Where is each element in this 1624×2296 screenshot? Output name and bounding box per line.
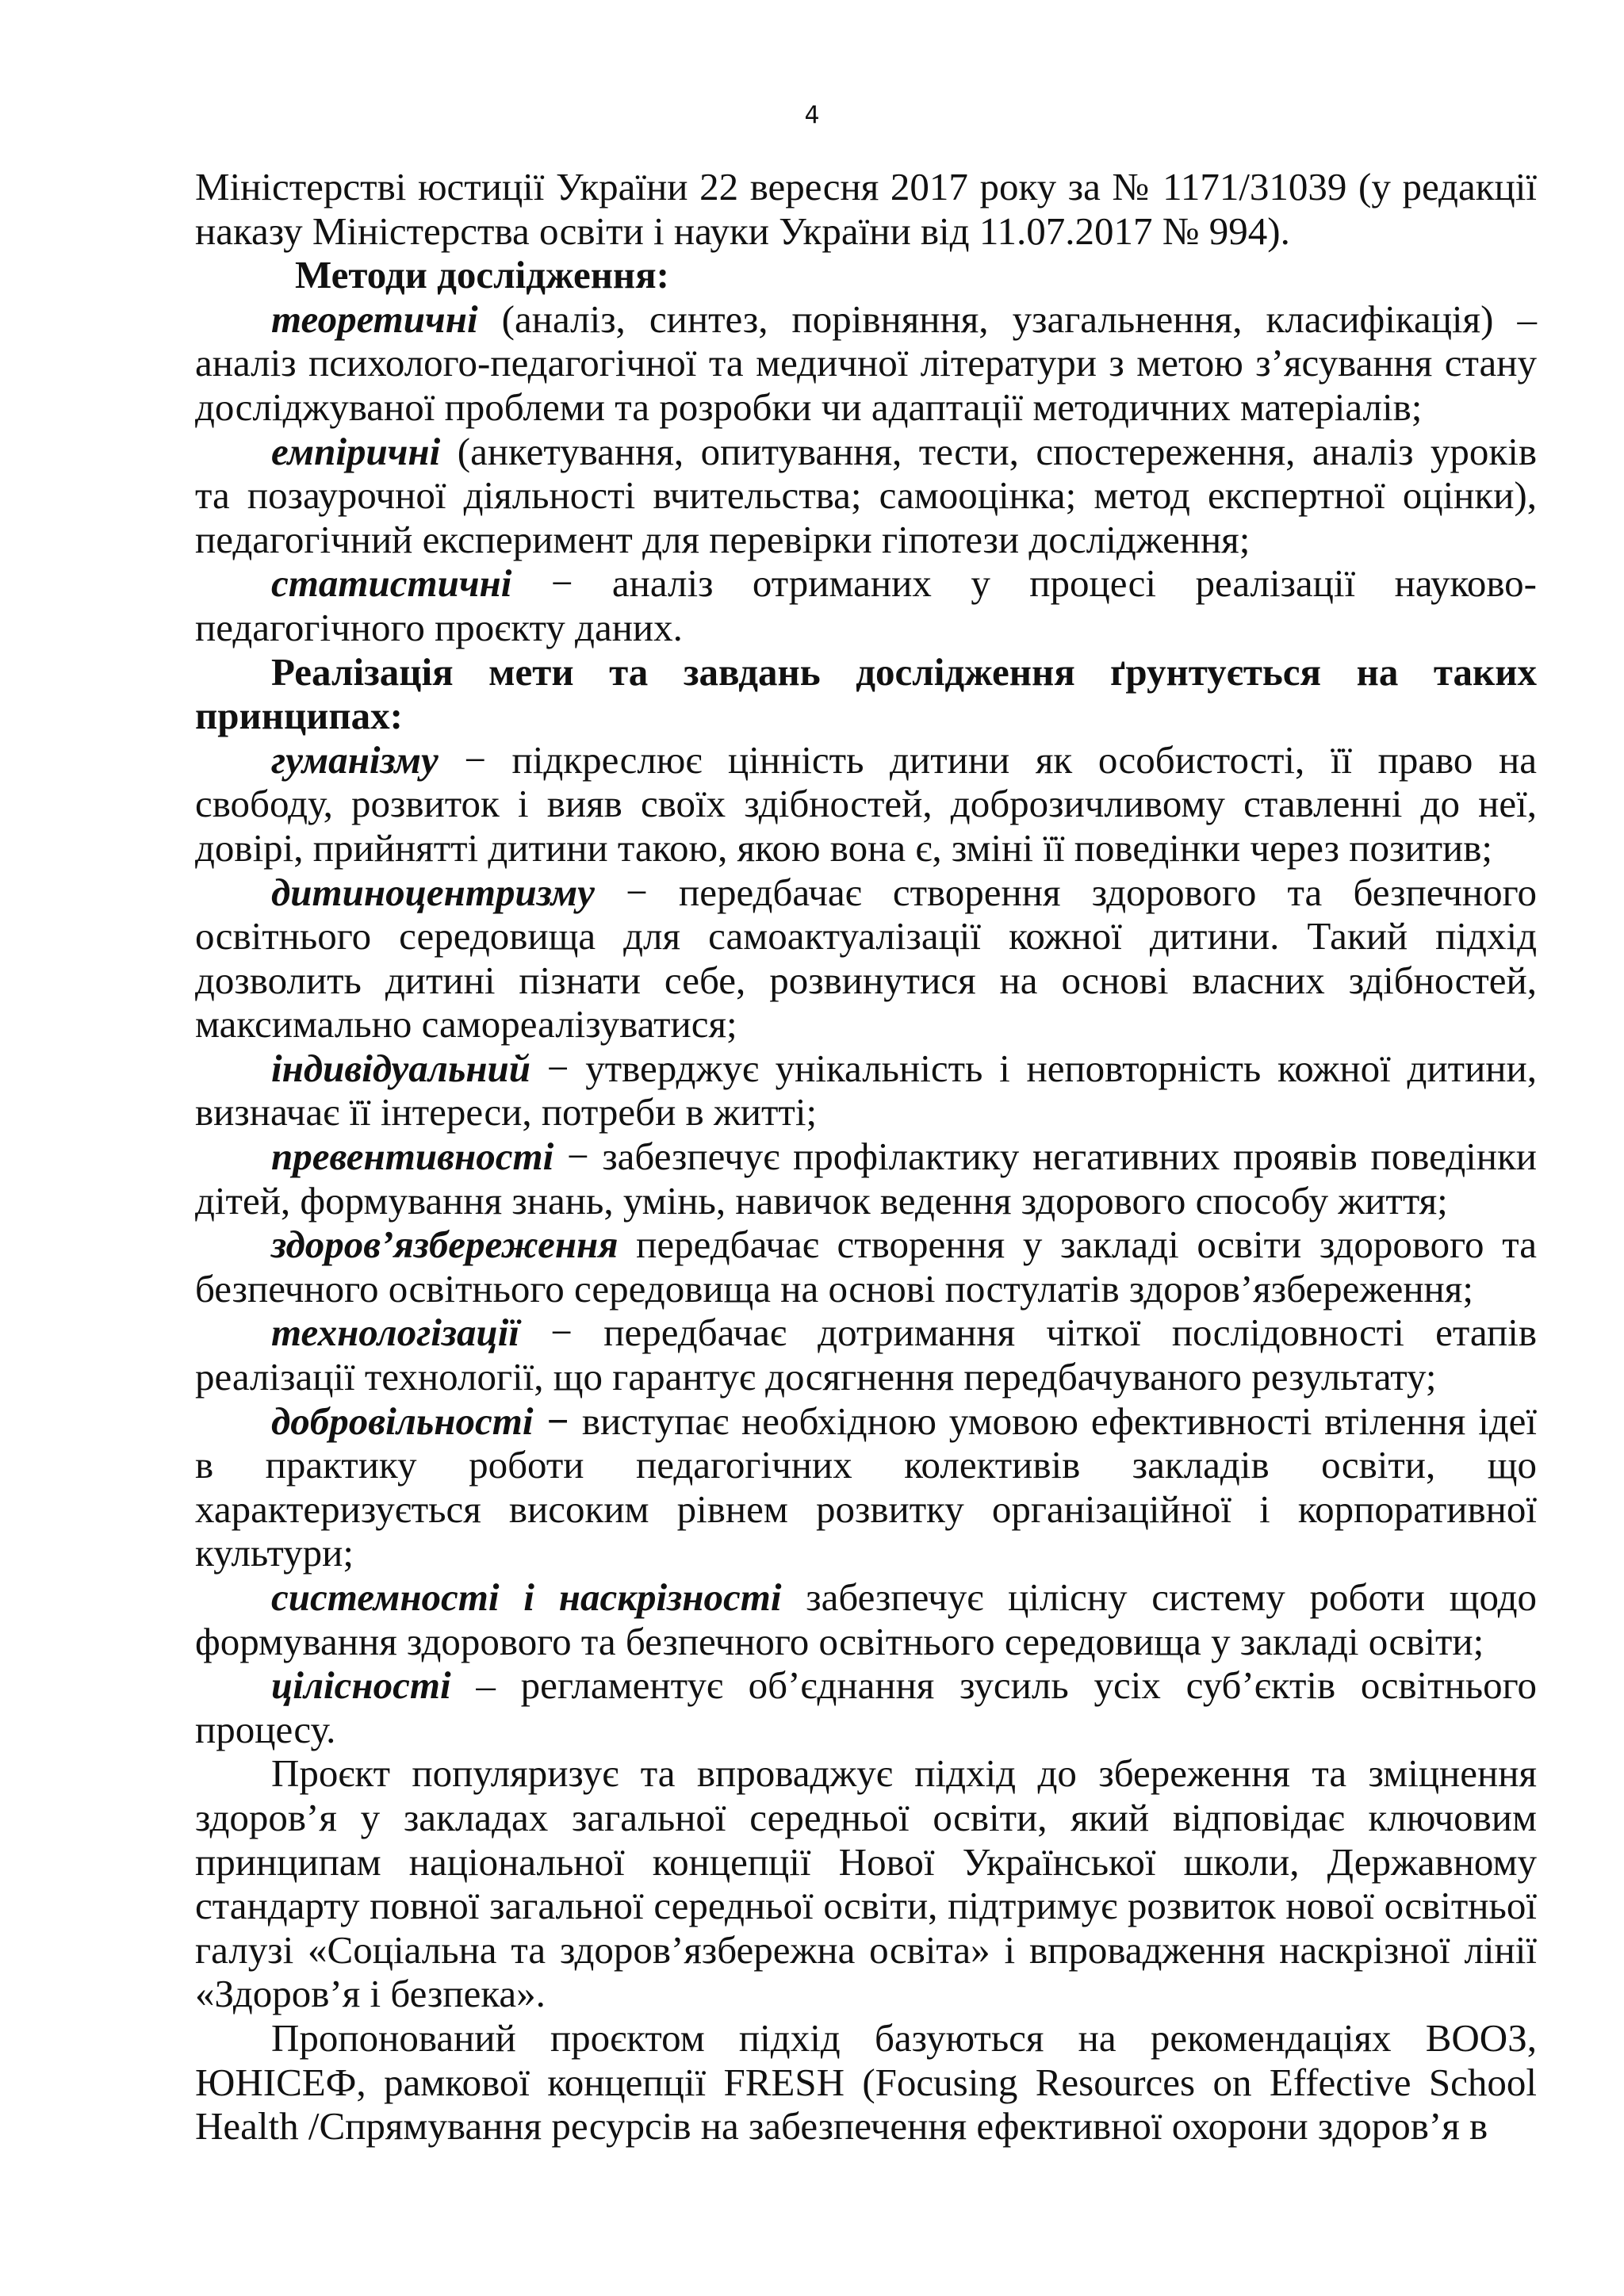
principle-text: передбачає створення у закладі освіти здорового та безпечного освітнього середовища на основі постулатів здоров’язбереження; <box>195 1223 1537 1311</box>
principle-term: технологізації <box>271 1311 519 1355</box>
document-body <box>195 165 1537 2149</box>
body-paragraph: Пропонований проєктом підхід базуються на рекомендаціях ВООЗ, ЮНІСЕФ, рамкової концепції FRESH (Focusing Resources on Effective School Health /Спрямування ресурсів на забезпечення ефективної охорони здоров’я в <box>195 2015 1537 2149</box>
principle-term: індивідуальний <box>271 1046 531 1090</box>
principle-term: дитиноцентризму <box>271 870 595 914</box>
method-term: статистичні <box>271 561 512 606</box>
method-term: теоретичні <box>271 297 478 341</box>
principle-item <box>195 1311 1537 1399</box>
principle-item <box>195 1223 1537 1311</box>
principle-item <box>195 871 1537 1047</box>
principle-item <box>195 1135 1537 1223</box>
principle-text: − передбачає дотримання чіткої послідовності етапів реалізації технології, що гарантує досягнення передбачуваного результату; <box>195 1311 1537 1399</box>
method-text: (аналіз, синтез, порівняння, узагальнення, класифікація) – аналіз психолого-педагогічної та медичної літератури з метою з’ясування стану досліджуваної проблеми та розробки чи адаптації методичних матеріалів; <box>195 297 1537 429</box>
principle-text: – регламентує об’єднання зусиль усіх суб’єктів освітнього процесу. <box>195 1663 1537 1751</box>
principle-term: системності і наскрізності <box>271 1575 782 1619</box>
method-term: емпіричні <box>271 429 441 473</box>
method-item <box>195 297 1537 430</box>
method-item <box>195 430 1537 562</box>
principle-term: гуманізму <box>271 737 439 782</box>
principle-item <box>195 1663 1537 1751</box>
principle-item <box>195 1399 1537 1575</box>
principle-item <box>195 738 1537 871</box>
principle-text: − утверджує унікальність і неповторність кожної дитини, визначає її інтереси, потреби в житті; <box>195 1046 1537 1135</box>
intro-paragraph: Міністерстві юстиції України 22 вересня 2017 року за № 1171/31039 (у редакції наказу Міністерства освіти і науки України від 11.07.2017 № 994). <box>195 165 1537 253</box>
principle-item <box>195 1575 1537 1663</box>
principle-term: цілісності <box>271 1663 451 1708</box>
principle-item <box>195 1047 1537 1135</box>
methods-heading: Методи дослідження: <box>295 253 669 297</box>
principle-term: превентивності <box>271 1135 554 1179</box>
principle-term: добровільності − <box>271 1399 569 1443</box>
method-item <box>195 561 1537 649</box>
method-text: − аналіз отриманих у процесі реалізації науково-педагогічного проєкту даних. <box>195 561 1537 649</box>
principle-text: − підкреслює цінність дитини як особистості, її право на свободу, розвиток і вияв своїх здібностей, доброзичливому ставленні до неї, довірі, прийнятті дитини такою, якою вона є, зміні її поведінки через позитив; <box>195 737 1537 870</box>
body-paragraph: Проєкт популяризує та впроваджує підхід до збереження та зміцнення здоров’я у закладах загальної середньої освіти, який відповідає ключовим принципам національної концепції Нової Української школи, Державному стандарту повної загальної середньої освіти, підтримує розвиток нової освітньої галузі «Соціальна та здоров’язбережна освіта» і впровадження наскрізної лінії «Здоров’я і безпека». <box>195 1751 1537 2016</box>
principles-heading: Реалізація мети та завдань дослідження ґрунтується на таких принципах: <box>195 649 1537 738</box>
page-number: 4 <box>804 101 820 129</box>
method-text: (анкетування, опитування, тести, спостереження, аналіз уроків та позаурочної діяльності вчительства; самооцінка; метод експертної оцінки), педагогічний експеримент для перевірки гіпотези дослідження; <box>195 429 1537 561</box>
principle-text: забезпечує цілісну систему роботи щодо формування здорового та безпечного освітнього середовища у закладі освіти; <box>195 1575 1538 1663</box>
principle-term: здоров’язбереження <box>271 1223 619 1267</box>
principle-text: − передбачає створення здорового та безпечного освітнього середовища для самоактуалізації кожної дитини. Такий підхід дозволить дитині пізнати себе, розвинутися на основі власних здібностей, максимально самореалізуватися; <box>195 870 1537 1047</box>
principle-text: виступає необхідною умовою ефективності втілення ідеї в практику роботи педагогічних колективів закладів освіти, що характеризується високим рівнем розвитку організаційної і корпоративної культури; <box>195 1399 1537 1575</box>
principle-text: − забезпечує профілактику негативних проявів поведінки дітей, формування знань, умінь, навичок ведення здорового способу життя; <box>195 1135 1537 1223</box>
